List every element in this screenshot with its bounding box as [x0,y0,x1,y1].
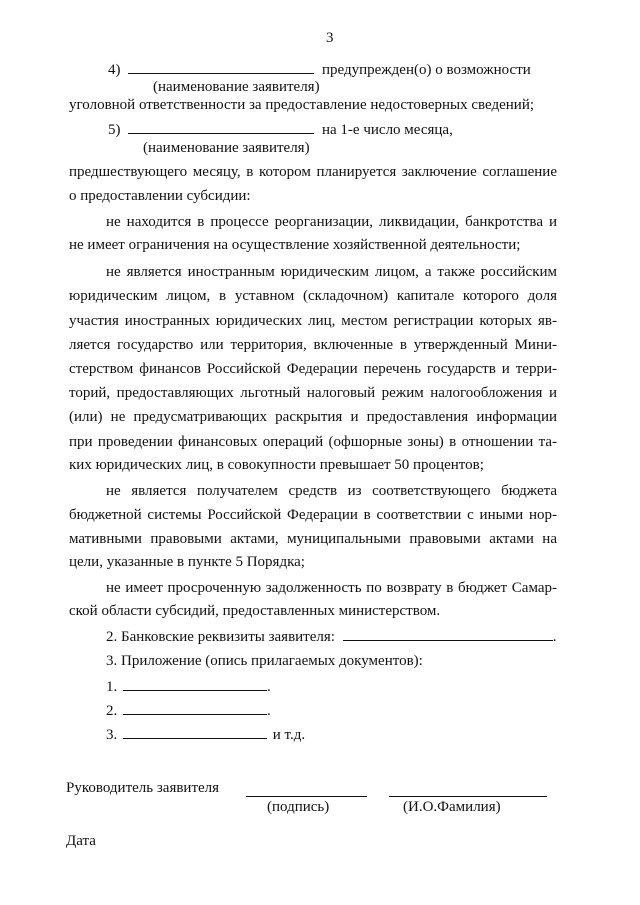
attachment-item-2-end: . [267,703,271,719]
attachment-item-1-num: 1. [106,679,118,695]
item4-text: предупрежден(о) о возможности [322,62,531,78]
item5-blank [128,121,314,134]
bank-details-blank [343,628,553,641]
attachment-item-1 [106,678,271,696]
para2-line-5: стерством финансов Российской Федерации перечень государств и терри- [69,361,557,377]
signature-line [246,796,367,797]
item5-continuation-2: о предоставлении субсидии: [69,188,251,204]
attachment-item-2 [106,702,271,720]
para2-line-3: участия иностранных юридических лиц, местом регистрации которых яв- [69,313,557,329]
attachment-item-3-blank [123,726,267,739]
para3-line-1: не является получателем средств из соответствующего бюджета [106,483,557,499]
item5-continuation-1: предшествующего месяцу, в котором планируется заключение соглашение [69,164,557,180]
attachment-item-3-end: и т.д. [272,727,306,743]
item4-blank [128,61,314,74]
item5-number: 5) [108,122,121,138]
para2-line-8: при проведении финансовых операций (офшорные зоны) в отношении та- [69,434,557,450]
para3-line-2: бюджетной системы Российской Федерации в соответствии с иными нор- [69,507,557,523]
item5-line [108,121,453,139]
para3-line-4: цели, указанные в пункте 5 Порядка; [69,554,305,570]
signature-label: Руководитель заявителя [66,780,220,796]
bank-details-line [106,628,556,646]
para2-line-7: (или) не предусматривающих раскрытия и предоставления информации [69,409,557,425]
bank-details-end: . [552,629,557,645]
para1-line-2: не имеет ограничения на осуществление хозяйственной деятельности; [69,237,521,253]
attachment-item-1-blank [123,678,267,691]
para2-line-6: торий, предоставляющих льготный налоговый режим налогообложения и [69,385,557,401]
date-label: Дата [66,833,96,849]
attachment-item-2-blank [123,702,267,715]
attachment-item-3 [106,726,305,744]
attachment-item-2-num: 2. [106,703,118,719]
name-line [389,796,547,797]
item4-line [108,61,531,79]
para3-line-3: мативными правовыми актами, муниципальными правовыми актами на [69,531,557,547]
para2-line-4: ляется государство или территория, включенные в утвержденный Мини- [69,337,557,353]
item4-number: 4) [108,62,121,78]
para1-line-1: не находится в процессе реорганизации, ликвидации, банкротства и [106,214,557,230]
para4-line-2: ской области субсидий, предоставленных министерством. [69,603,441,619]
attachment-item-3-num: 3. [106,727,118,743]
attachment-item-1-end: . [267,679,271,695]
signature-caption: (подпись) [267,799,330,815]
para2-line-2: юридическим лицом, в уставном (складочном) капитале которого доля [69,288,557,304]
para2-line-1: не является иностранным юридическим лицом, а также российским [106,264,557,280]
bank-details-label: 2. Банковские реквизиты заявителя: [106,629,335,645]
item4-continuation: уголовной ответственности за предоставление недостоверных сведений; [69,97,535,113]
item4-caption: (наименование заявителя) [153,79,320,95]
page-number: 3 [326,30,334,46]
name-caption: (И.О.Фамилия) [403,799,501,815]
para4-line-1: не имеет просроченную задолженность по возврату в бюджет Самар- [106,580,557,596]
item5-caption: (наименование заявителя) [143,140,310,156]
item5-text: на 1-е число месяца, [322,122,453,138]
para2-line-9: ких юридических лиц, в совокупности превышает 50 процентов; [69,457,484,473]
attachments-title: 3. Приложение (опись прилагаемых документов): [106,653,423,669]
